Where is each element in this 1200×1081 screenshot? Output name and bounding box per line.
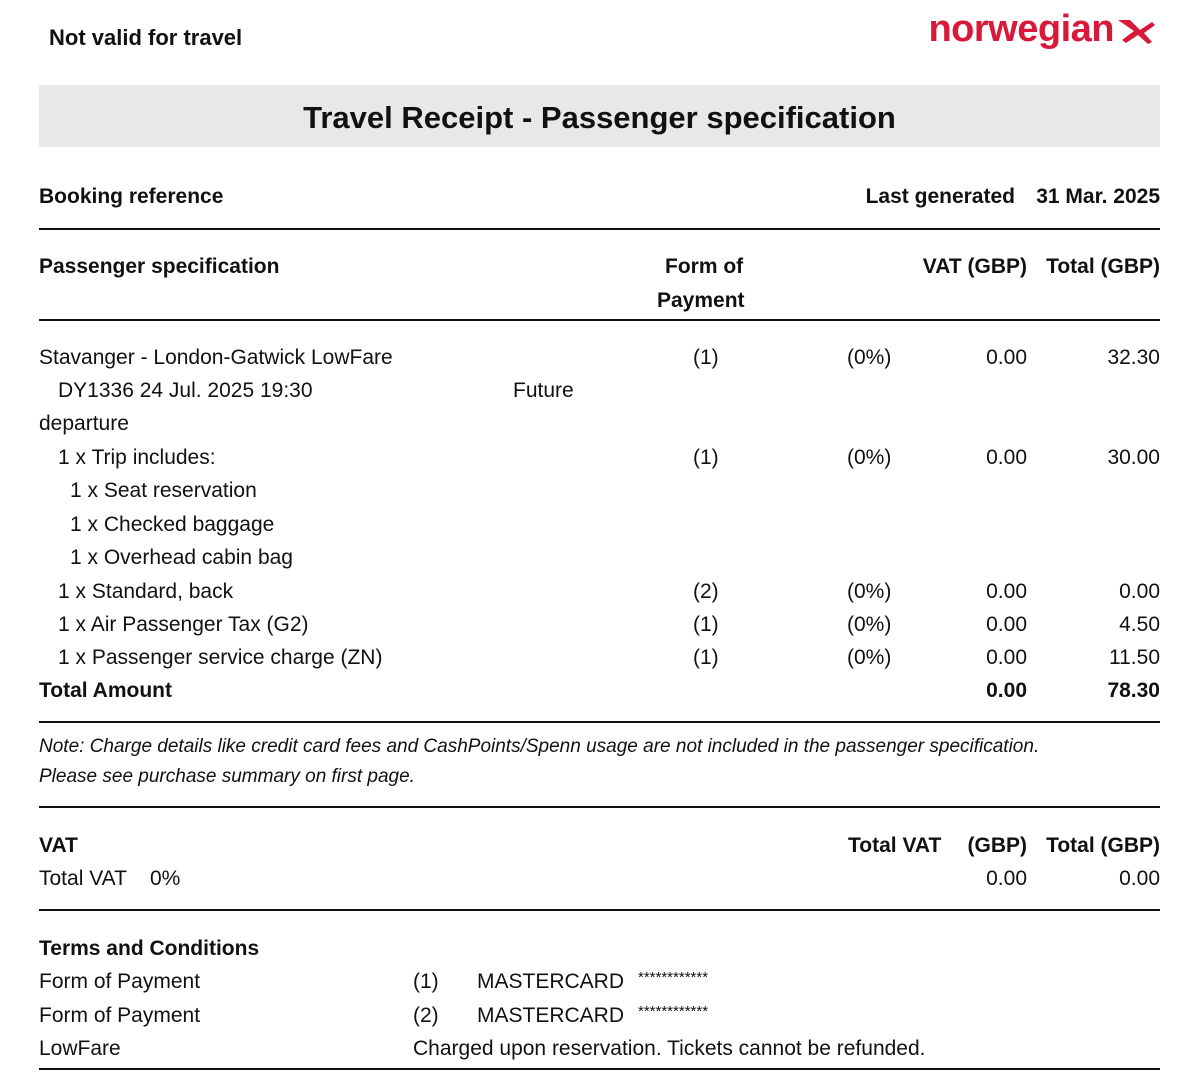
note-line-2: Please see purchase summary on first page. bbox=[39, 766, 415, 787]
item-label: 1 x Passenger service charge (ZN) bbox=[58, 646, 383, 669]
terms-row-value: MASTERCARD bbox=[477, 1004, 625, 1027]
lowfare-label: LowFare bbox=[39, 1037, 121, 1060]
trip-vat: 0.00 bbox=[986, 446, 1027, 469]
last-generated-label: Last generated bbox=[865, 185, 1015, 208]
vat-row-label: Total VAT bbox=[39, 867, 127, 890]
item-label: 1 x Standard, back bbox=[58, 580, 234, 603]
terms-row-code: (2) bbox=[413, 1004, 439, 1027]
terms-row-mask: ************ bbox=[638, 969, 709, 986]
trip-include-item: 1 x Seat reservation bbox=[70, 479, 257, 502]
vat-row-vat: 0.00 bbox=[986, 867, 1027, 890]
trip-total: 30.00 bbox=[1107, 446, 1160, 469]
flight-fop: (1) bbox=[693, 346, 719, 369]
trip-fop: (1) bbox=[693, 446, 719, 469]
flight-status-cont: departure bbox=[39, 412, 129, 435]
terms-title: Terms and Conditions bbox=[39, 937, 260, 960]
vat-col-gbp: (GBP) bbox=[967, 834, 1027, 857]
trip-include-item: 1 x Checked baggage bbox=[70, 513, 275, 536]
col-form-of-payment-1: Form of bbox=[665, 255, 744, 278]
vat-row-total: 0.00 bbox=[1119, 867, 1160, 890]
divider bbox=[39, 228, 1160, 230]
item-vat: 0.00 bbox=[986, 580, 1027, 603]
divider bbox=[39, 909, 1160, 911]
total-amount-label: Total Amount bbox=[39, 679, 172, 702]
flight-rate: (0%) bbox=[847, 346, 892, 369]
item-fop: (1) bbox=[693, 613, 719, 636]
item-vat: 0.00 bbox=[986, 646, 1027, 669]
not-valid-label: Not valid for travel bbox=[49, 25, 243, 50]
terms-row-mask: ************ bbox=[638, 1003, 709, 1020]
flight-vat: 0.00 bbox=[986, 346, 1027, 369]
item-fop: (2) bbox=[693, 580, 719, 603]
item-total: 11.50 bbox=[1109, 646, 1160, 669]
total-amount-vat: 0.00 bbox=[986, 679, 1027, 702]
booking-reference-label: Booking reference bbox=[39, 185, 224, 208]
airplane-icon bbox=[1116, 16, 1156, 46]
item-vat: 0.00 bbox=[986, 613, 1027, 636]
divider bbox=[39, 721, 1160, 723]
last-generated-date: 31 Mar. 2025 bbox=[1036, 185, 1160, 208]
item-label: 1 x Air Passenger Tax (G2) bbox=[58, 613, 309, 636]
trip-include-item: 1 x Overhead cabin bag bbox=[70, 546, 293, 569]
lowfare-text: Charged upon reservation. Tickets cannot be refunded. bbox=[413, 1037, 926, 1060]
item-total: 0.00 bbox=[1119, 580, 1160, 603]
terms-row-code: (1) bbox=[413, 970, 439, 993]
item-rate: (0%) bbox=[847, 646, 892, 669]
divider bbox=[39, 806, 1160, 808]
terms-row-label: Form of Payment bbox=[39, 970, 201, 993]
col-vat: VAT (GBP) bbox=[922, 255, 1027, 278]
page-title: Travel Receipt - Passenger specification bbox=[303, 100, 896, 135]
note-line-1: Note: Charge details like credit card fees and CashPoints/Spenn usage are not included in the passenger specification. bbox=[39, 736, 1040, 757]
vat-row-rate: 0% bbox=[150, 867, 181, 890]
logo-text: norwegian bbox=[928, 8, 1114, 50]
col-total: Total (GBP) bbox=[1046, 255, 1160, 278]
trip-label: 1 x Trip includes: bbox=[58, 446, 216, 469]
flight-number-date: DY1336 24 Jul. 2025 19:30 bbox=[58, 379, 313, 402]
total-amount-total: 78.30 bbox=[1107, 679, 1160, 702]
terms-row-value: MASTERCARD bbox=[477, 970, 625, 993]
flight-total: 32.30 bbox=[1107, 346, 1160, 369]
item-total: 4.50 bbox=[1119, 613, 1160, 636]
divider bbox=[39, 319, 1160, 321]
col-passenger-spec: Passenger specification bbox=[39, 255, 280, 278]
vat-col-total: Total (GBP) bbox=[1046, 834, 1160, 857]
item-fop: (1) bbox=[693, 646, 719, 669]
item-rate: (0%) bbox=[847, 580, 892, 603]
flight-route: Stavanger - London-Gatwick LowFare bbox=[39, 346, 393, 369]
terms-row-label: Form of Payment bbox=[39, 1004, 201, 1027]
item-rate: (0%) bbox=[847, 613, 892, 636]
col-form-of-payment-2: Payment bbox=[657, 289, 745, 312]
flight-status: Future bbox=[513, 379, 574, 402]
norwegian-logo bbox=[896, 6, 1156, 50]
vat-col-total-vat: Total VAT bbox=[848, 834, 942, 857]
title-band bbox=[39, 85, 1160, 147]
trip-rate: (0%) bbox=[847, 446, 892, 469]
divider bbox=[39, 1068, 1160, 1070]
vat-section-title: VAT bbox=[39, 834, 78, 857]
